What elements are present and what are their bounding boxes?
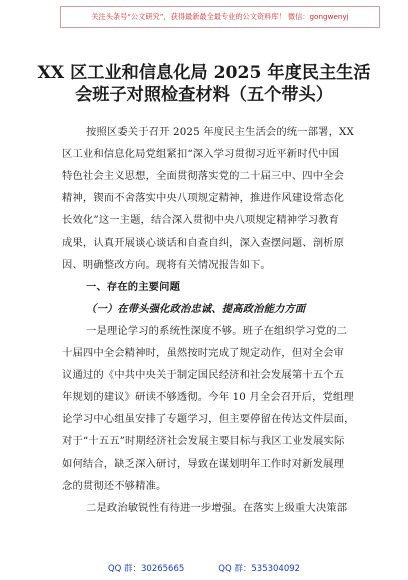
header-banner [60, 6, 380, 28]
body-line: 区工业和信息化局党组紧扣“深入学习贯彻习近平新时代中国 [62, 148, 340, 161]
body-line: 特色社会主义思想，全面贯彻落实党的二十届三中、四中全会 [62, 170, 345, 183]
body-line: 对于“十五五”时期经济社会发展主要目标与我区工业发展实际 [62, 435, 345, 448]
title-line-1: XX 区工业和信息化局 2025 年度民主生活 [37, 63, 371, 83]
body-line: 一是理论学习的系统性深度不够。班子在组织学习党的二 [86, 324, 348, 337]
body-line: 年规划的建议》研读不够透彻。今年 10 月全会召开后，党组理 [62, 391, 354, 404]
subsection-heading: （一）在带头强化政治忠诚、提高政治能力方面 [86, 302, 306, 315]
body-line: 如何结合，缺乏深入研讨，导致在谋划明年工作时对新发展理 [62, 457, 345, 470]
body-line: 二是政治敏锐性有待进一步增强。在落实上级重大决策部 [86, 501, 348, 514]
body-line: 论学习中心组虽安排了专题学习，但主要停留在传达文件层面， [62, 413, 355, 426]
body-line: 精神，锲而不舍落实中央八项规定精神，推进作风建设常态化 [62, 192, 345, 205]
footer-qq-group-1: QQ 群：30265665 [107, 564, 185, 574]
footer-banner [0, 556, 408, 580]
footer-qq-group-2: QQ 群：535304092 [218, 564, 301, 574]
body-line: 长效化”这一主题，结合深入贯彻中央八项规定精神学习教育 [62, 214, 340, 227]
body-line: 按照区委关于召开 2025 年度民主生活会的统一部署，XX [86, 126, 354, 138]
document-title [32, 62, 376, 106]
body-line: 因、明确整改方向。现将有关情况报告如下。 [62, 258, 271, 271]
header-banner-text: 关注头条号“公文研究”，获得最新最全最专业的公文资料库！ 微信：gongwenyj [91, 12, 349, 21]
body-line: 念的贯彻还不够精准。 [62, 479, 167, 492]
section-heading: 一、存在的主要问题 [86, 280, 181, 293]
body-line: 成果，认真开展谈心谈话和自查自纠，深入查摆问题、剖析原 [62, 236, 345, 249]
body-line: 十届四中全会精神时，虽然按时完成了规定动作，但对全会审 [62, 347, 345, 359]
title-line-2: 会班子对照检查材料（五个带头） [75, 85, 333, 105]
body-line: 议通过的《中共中央关于制定国民经济和社会发展第十五个五 [62, 369, 345, 382]
